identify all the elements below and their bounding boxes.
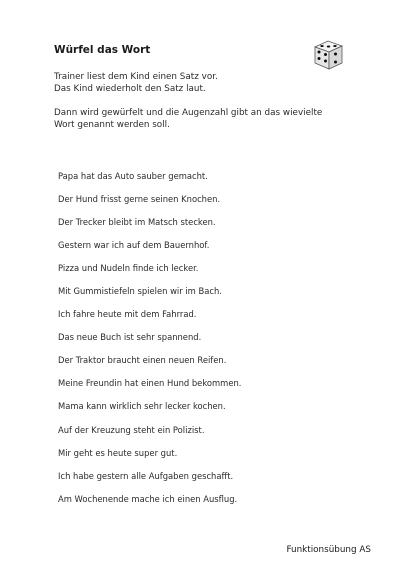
sentence: Ich fahre heute mit dem Fahrrad. (58, 309, 197, 320)
sentence: Gestern war ich auf dem Bauernhof. (58, 240, 210, 251)
sentence: Meine Freundin hat einen Hund bekommen. (58, 378, 242, 389)
instructions (54, 71, 322, 131)
sentence: Ich habe gestern alle Aufgaben geschafft. (58, 470, 234, 481)
page-title: Würfel das Wort (54, 44, 151, 56)
sentence: Mama kann wirklich sehr lecker kochen. (58, 401, 226, 412)
sentence: Mir geht es heute super gut. (58, 447, 178, 458)
dice-icon (311, 38, 347, 72)
sentence: Mit Gummistiefeln spielen wir im Bach. (58, 286, 222, 297)
sentence: Am Wochenende mache ich einen Ausflug. (58, 493, 238, 504)
instruction-line: Das Kind wiederholt den Satz laut. (54, 84, 206, 94)
sentence: Pizza und Nudeln finde ich lecker. (58, 263, 199, 274)
sentence: Auf der Kreuzung steht ein Polizist. (58, 424, 205, 435)
instruction-line: Wort genannt werden soll. (54, 120, 170, 130)
sentence: Das neue Buch ist sehr spannend. (58, 332, 202, 343)
sentence-list (58, 171, 241, 517)
sentence: Der Traktor braucht einen neuen Reifen. (58, 355, 227, 366)
sentence: Papa hat das Auto sauber gemacht. (58, 171, 208, 181)
instruction-line: Trainer liest dem Kind einen Satz vor. (54, 72, 218, 82)
sentence: Der Hund frisst gerne seinen Knochen. (58, 194, 221, 205)
instruction-line: Dann wird gewürfelt und die Augenzahl gibt an das wievielte (54, 108, 323, 118)
sentence: Der Trecker bleibt im Matsch stecken. (58, 217, 216, 228)
footer-label: Funktionsübung AS (286, 545, 371, 555)
